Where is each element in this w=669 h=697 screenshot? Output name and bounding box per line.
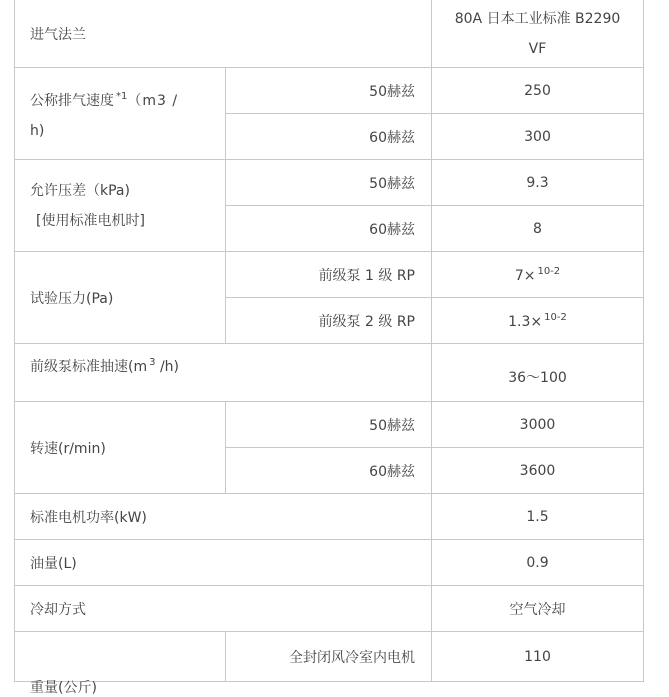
test-pressure-stage1-label: 前级泵 1 级 RP [226, 252, 432, 298]
rotation-50hz-value: 3000 [432, 402, 644, 448]
rotation-60hz-value: 3600 [432, 448, 644, 494]
row-test-pressure-1 [15, 252, 644, 298]
pumping-speed-label [15, 68, 226, 160]
row-oil-volume [15, 540, 644, 586]
inlet-flange-value-line1: 80A 日本工业标准 B2290 [454, 10, 621, 27]
allowable-diff-label-line2: [使用标准电机时] [36, 212, 145, 229]
allowable-diff-50hz-value: 9.3 [432, 160, 644, 206]
spec-table [14, 0, 644, 696]
test-pressure-stage2-value: 1.3× $^{10-2}$ [432, 298, 644, 344]
row-weight [15, 632, 644, 682]
allowable-diff-label [15, 160, 226, 252]
pumping-speed-label-main: 公称排气速度 [30, 92, 114, 109]
backing-speed-label: 前级泵标准抽速(m $^3$ /h) [15, 344, 432, 402]
rotation-60hz-label: 60赫兹 [226, 448, 432, 494]
test-pressure-stage2-label: 前级泵 2 级 RP [226, 298, 432, 344]
inlet-flange-value-line2: VF [528, 40, 547, 57]
row-backing-speed [15, 344, 644, 402]
allowable-diff-50hz-label: 50赫兹 [226, 160, 432, 206]
weight-sub-label: 全封闭风冷室内电机 [226, 632, 432, 682]
pumping-speed-50hz-value: 250 [432, 68, 644, 114]
pumping-speed-60hz-value: 300 [432, 114, 644, 160]
test-pressure-stage1-value: 7× $^{10-2}$ [432, 252, 644, 298]
row-motor-power [15, 494, 644, 540]
oil-volume-label: 油量(L) [15, 540, 432, 586]
row-cooling [15, 586, 644, 632]
inlet-flange-label: 进气法兰 [15, 0, 432, 68]
pumping-speed-60hz-label: 60赫兹 [226, 114, 432, 160]
pumping-speed-50hz-label: 50赫兹 [226, 68, 432, 114]
rotation-50hz-label: 50赫兹 [226, 402, 432, 448]
cooling-label: 冷却方式 [15, 586, 432, 632]
allowable-diff-60hz-label: 60赫兹 [226, 206, 432, 252]
row-pumping-speed-50 [15, 68, 644, 114]
inlet-flange-value [432, 0, 644, 68]
motor-power-value: 1.5 [432, 494, 644, 540]
backing-speed-value: 36～100 [432, 344, 644, 402]
pumping-speed-label-line2: h) [30, 122, 45, 139]
pumping-speed-label-unit: （m3 / [127, 92, 179, 109]
footnote-marker: *1 [116, 90, 128, 102]
oil-volume-value: 0.9 [432, 540, 644, 586]
rotation-speed-label: 转速(r/min) [15, 402, 226, 494]
row-rotation-50 [15, 402, 644, 448]
allowable-diff-60hz-value: 8 [432, 206, 644, 252]
weight-value: 110 [432, 632, 644, 682]
test-pressure-label: 试验压力(Pa) [15, 252, 226, 344]
row-inlet-flange [15, 0, 644, 68]
allowable-diff-label-line1: 允许压差（kPa) [30, 182, 130, 199]
weight-label: 重量(公斤) [15, 632, 226, 682]
row-allowable-diff-50 [15, 160, 644, 206]
cooling-value: 空气冷却 [432, 586, 644, 632]
motor-power-label: 标准电机功率(kW) [15, 494, 432, 540]
